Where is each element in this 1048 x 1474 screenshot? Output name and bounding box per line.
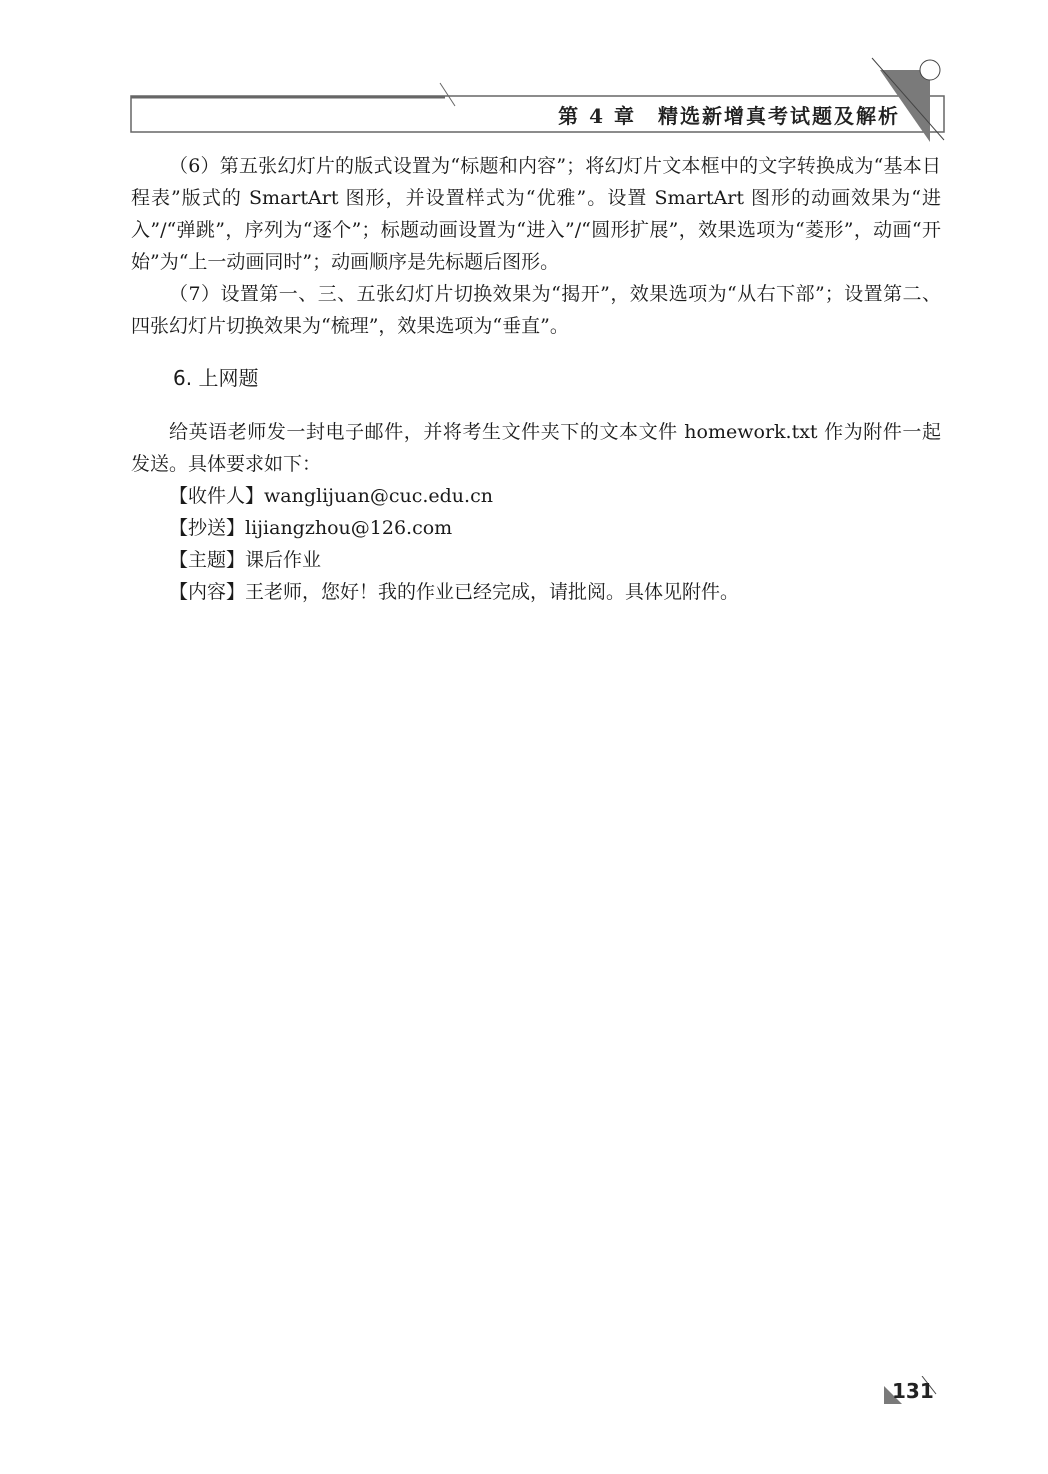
page-content (131, 150, 941, 608)
paragraph-step-7: （7）设置第一、三、五张幻灯片切换效果为“揭开”，效果选项为“从右下部”；设置第二、四张幻灯片切换效果为“梳理”，效果选项为“垂直”。 (131, 283, 941, 337)
email-field-recipient: 【收件人】wanglijuan@cuc.edu.cn (169, 485, 493, 507)
page-number: 131 (892, 1379, 934, 1403)
paragraph-step-6: （6）第五张幻灯片的版式设置为“标题和内容”；将幻灯片文本框中的文字转换成为“基本日程表”版式的 SmartArt 图形，并设置样式为“优雅”。设置 SmartArt 图形的动画效果为“进入”/“弹跳”，序列为“逐个”；标题动画设置为“进入”/“圆形扩展”，效果选项为“菱形”，动画“开始”为“上一动画同时”；动画顺序是先标题后图形。 (131, 155, 941, 273)
email-task-intro: 给英语老师发一封电子邮件，并将考生文件夹下的文本文件 homework.txt 作为附件一起发送。具体要求如下： (131, 421, 941, 475)
email-field-cc: 【抄送】lijiangzhou@126.com (169, 517, 453, 539)
email-field-subject: 【主题】课后作业 (169, 549, 322, 571)
email-field-content: 【内容】王老师，您好！我的作业已经完成，请批阅。具体见附件。 (169, 581, 740, 603)
chapter-header-title: 第 4 章 精选新增真考试题及解析 (558, 104, 900, 128)
section-heading: 6. 上网题 (173, 366, 259, 390)
